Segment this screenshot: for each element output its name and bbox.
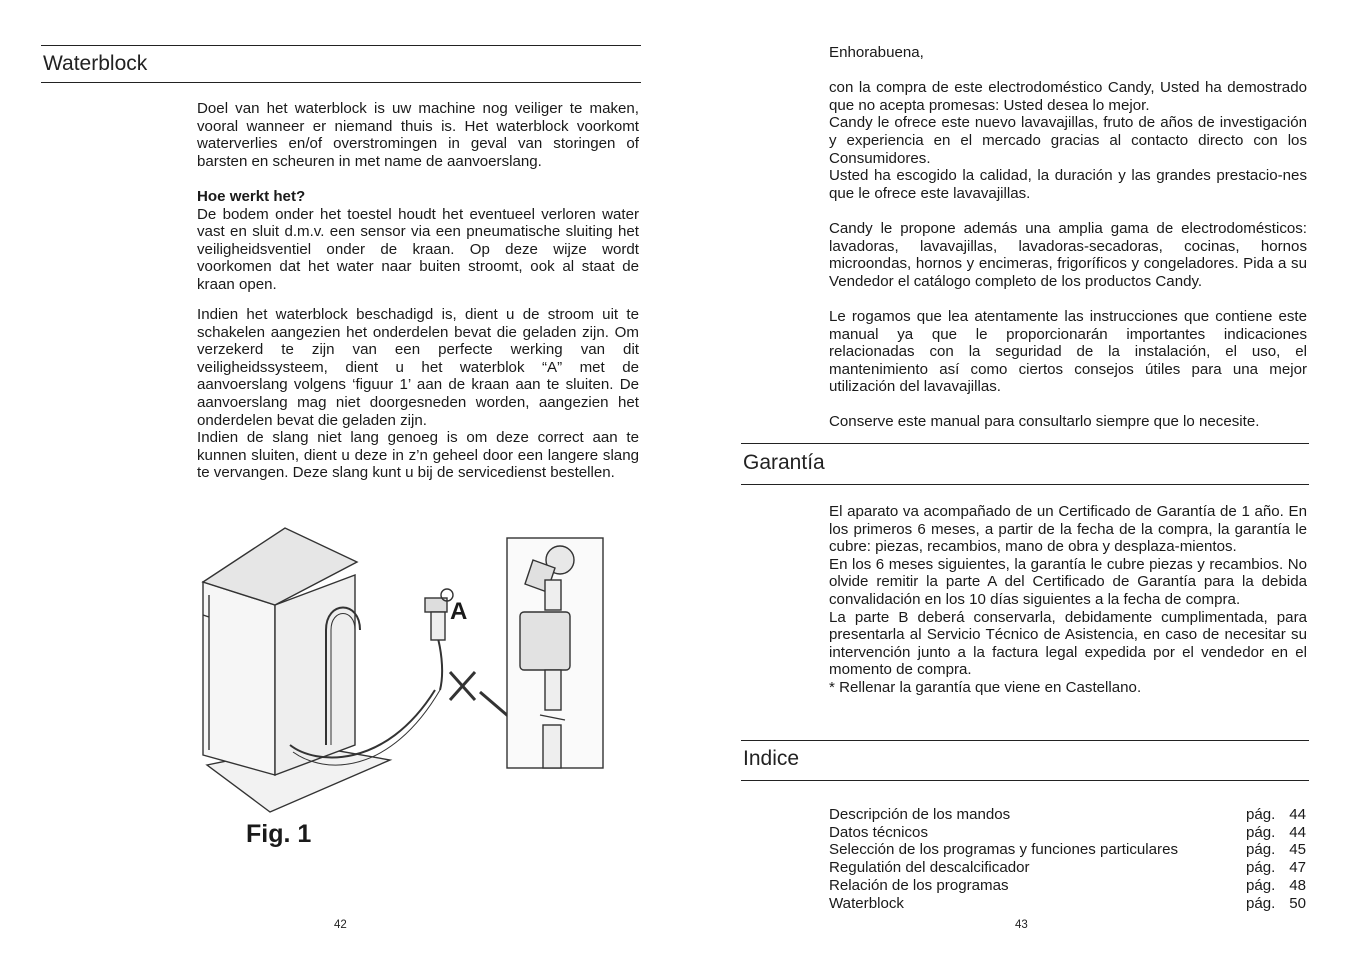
- toc-item[interactable]: [829, 841, 1306, 859]
- intro-paragraph-5: Le rogamos que lea atentamente las instrucciones que contiene este manual ya que le proporcionarán importantes indicaciones relacionadas con la seguridad de la instalación, el uso, el mantenimiento así como ciertos consejos útiles para una mejor utilización del lavavajillas.: [829, 307, 1307, 396]
- indice-rule-bottom: [741, 780, 1309, 781]
- intro-paragraph-4: Candy le propone además una amplia gama de electrodomésticos: lavadoras, lavavajillas, lavadoras-secadoras, cocinas, hornos microondas, hornos y encimeras, frigoríficos y congeladores. Pida a su Vendedor el catálogo completo de los productos Candy.: [829, 219, 1307, 290]
- intro-paragraph-6: Conserve este manual para consultarlo siempre que lo necesite.: [829, 413, 1260, 431]
- toc-item-pag: pág.: [1246, 823, 1276, 841]
- toc-item-page-number: 45: [1289, 841, 1306, 859]
- title-rule-bottom: [41, 82, 641, 83]
- toc-item-label: Datos técnicos: [829, 823, 928, 841]
- page-number-left: 42: [334, 919, 347, 931]
- garantia-rule-bottom: [741, 484, 1309, 485]
- toc-item-label: Waterblock: [829, 894, 904, 912]
- garantia-note: * Rellenar la garantía que viene en Castellano.: [829, 678, 1142, 696]
- toc-item[interactable]: [829, 806, 1306, 824]
- garantia-paragraph-2: En los 6 meses siguientes, la garantía le cubre piezas y recambios. No olvide remitir la parte A del Certificado de Garantía para la debida convalidación en los 10 días siguientes a la fecha de compra.: [829, 555, 1307, 608]
- garantia-block: [829, 503, 1307, 697]
- toc-item[interactable]: [829, 877, 1306, 895]
- toc-item[interactable]: [829, 895, 1306, 913]
- toc-item-page-number: 48: [1289, 876, 1306, 894]
- garantia-rule-top: [741, 443, 1309, 444]
- waterblock-installation-figure: [195, 520, 615, 820]
- section-title-garantia: Garantía: [743, 451, 825, 474]
- toc-item-label: Regulatión del descalcificador: [829, 859, 1030, 877]
- toc-item-page-number: 47: [1289, 859, 1306, 877]
- title-rule-top: [41, 45, 641, 46]
- greeting: Enhorabuena,: [829, 44, 924, 61]
- toc-item-page-number: 50: [1289, 894, 1306, 912]
- garantia-paragraph-3: La parte B deberá conservarla, debidamente cumplimentada, para presentarla al Servicio Técnico de Asistencia, en caso de necesitar su intervención junto a la factura legal expedida por el vendedor en el momento de compra.: [829, 608, 1307, 679]
- garantia-paragraph-1: El aparato va acompañado de un Certificado de Garantía de 1 año. En los primeros 6 meses, a partir de la fecha de la compra, la garantía le cubre: piezas, recambios, mano de obra y desplaza-mientos.: [829, 503, 1307, 556]
- section-title-indice: Indice: [743, 747, 800, 770]
- toc-item-pag: pág.: [1246, 859, 1276, 877]
- indice-rule-top: [741, 740, 1309, 741]
- intro-paragraph-3: Usted ha escogido la calidad, la duración y las grandes prestacio-nes que le ofrece este lavavajillas.: [829, 167, 1307, 202]
- section-title-waterblock: Waterblock: [43, 52, 148, 75]
- figure-label-a: A: [450, 598, 468, 625]
- toc-item[interactable]: [829, 824, 1306, 842]
- damaged-waterblock-paragraph: Indien het waterblock beschadigd is, dient u de stroom uit te schakelen aangezien het onderdelen bevat die geladen zijn. Om verzekerd te zijn van een perfecte werking van dit veiligheidssysteem, dient u het waterblok “A” met de aanvoerslang volgens ‘figuur 1’ aan de kraan aan te sluiten. De aanvoerslang mag niet doorgesneden worden, aangezien het onderdelen bevat die geladen zijn.: [197, 306, 639, 429]
- hose-length-paragraph: Indien de slang niet lang genoeg is om deze correct aan te kunnen sluiten, dient u deze in z’n geheel door een langere slang te vervangen. Deze slang kunt u bij de servicedienst bestellen.: [197, 429, 639, 482]
- page-number-right: 43: [1015, 919, 1028, 931]
- intro-paragraph-2: Candy le ofrece este nuevo lavavajillas, fruto de años de investigación y experiencia en el mercado gracias al contacto directo con los Consumidores.: [829, 114, 1307, 167]
- how-it-works-paragraph: De bodem onder het toestel houdt het eventueel verloren water vast en sluit d.m.v. een sensor via een pneumatische sluiting het veiligheidsventiel onder de kraan. Op deze wijze wordt voorkomen dat het water naar buiten stroomt, ook al staat de kraan open.: [197, 205, 639, 293]
- how-it-works-heading: Hoe werkt het?: [197, 188, 306, 205]
- toc-item-pag: pág.: [1246, 894, 1276, 912]
- table-of-contents: [829, 806, 1306, 912]
- toc-item-label: Selección de los programas y funciones particulares: [829, 841, 1179, 859]
- intro-paragraph-1: con la compra de este electrodoméstico Candy, Usted ha demostrado que no acepta promesas: Usted desea lo mejor.: [829, 79, 1307, 114]
- how-it-works-block: [197, 188, 639, 294]
- safety-block: [197, 306, 639, 482]
- toc-item-pag: pág.: [1246, 876, 1276, 894]
- figure-caption: Fig. 1: [246, 820, 312, 848]
- dishwasher-cabinet: [203, 582, 275, 775]
- toc-item-label: Relación de los programas: [829, 876, 1009, 894]
- waterblock-intro-paragraph: Doel van het waterblock is uw machine nog veiliger te maken, vooral wanneer er niemand thuis is. Het waterblock voorkomt waterverlies en/of overstromingen in geval van storingen of barsten en scheuren in met name de aanvoerslang.: [197, 100, 639, 170]
- intro-block: [829, 44, 1307, 431]
- toc-item-page-number: 44: [1289, 823, 1306, 841]
- toc-item-pag: pág.: [1246, 806, 1276, 823]
- toc-item[interactable]: [829, 859, 1306, 877]
- toc-item-pag: pág.: [1246, 841, 1276, 859]
- toc-item-label: Descripción de los mandos: [829, 806, 1011, 823]
- toc-item-page-number: 44: [1289, 806, 1306, 823]
